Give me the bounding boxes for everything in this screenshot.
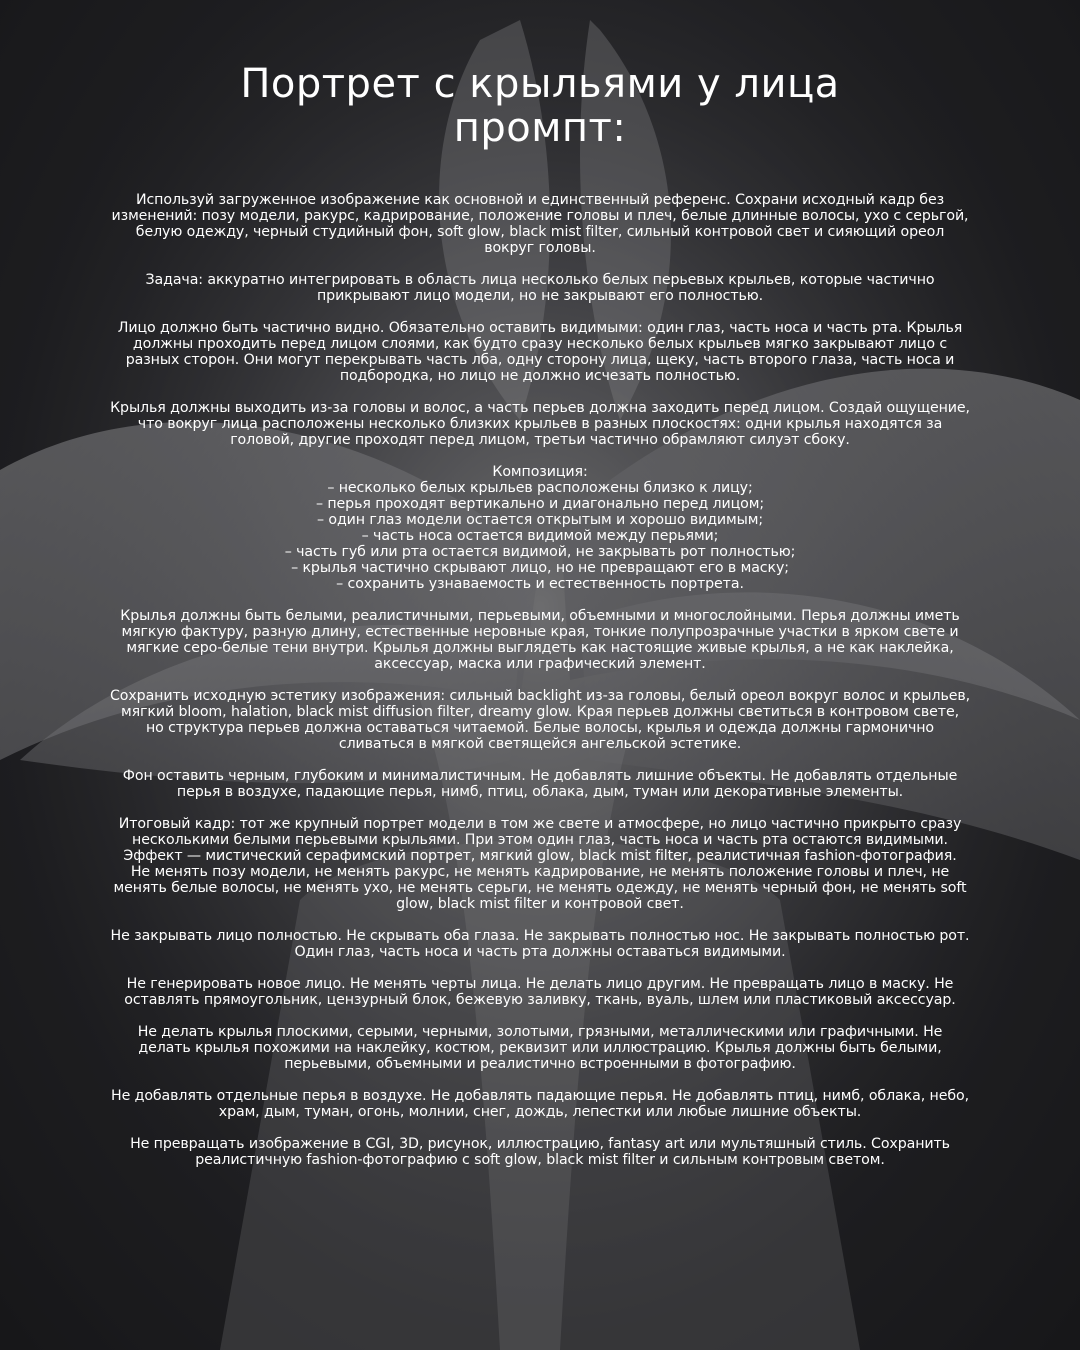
paragraph-reference: Используй загруженное изображение как основной и единственный референс. Сохрани исходный кадр без изменений: позу модели, ракурс, кадрирование, положение головы и плеч, белые длинные волосы, ухо с серьгой, белую одежду, черный студийный фон, soft glow, black mist filter, сильный контровой свет и сияющий ореол вокруг головы.	[111, 192, 969, 256]
paragraph-no-extra-objects: Не добавлять отдельные перья в воздухе. Не добавлять падающие перья. Не добавлять птиц, нимб, облака, небо, храм, дым, туман, огонь, молнии, снег, дождь, лепестки или любые лишние объекты.	[111, 1088, 969, 1120]
composition-item: – часть носа остается видимой между перьями;	[361, 528, 719, 544]
paragraph-do-not-change: Не менять позу модели, не менять ракурс, не менять кадрирование, не менять положение головы и плеч, не менять белые волосы, не менять ухо, не менять серьги, не менять одежду, не менять черный фон, не менять soft glow, black mist filter и контровой свет.	[113, 864, 967, 912]
paragraph-wing-placement: Крылья должны выходить из-за головы и волос, а часть перьев должна заходить перед лицом. Создай ощущение, что вокруг лица расположены несколько близких крыльев в разных плоскостях: одни крылья находятся за головой, другие проходят перед лицом, третьи частично обрамляют силуэт сбоку.	[110, 400, 970, 448]
composition-item: – перья проходят вертикально и диагонально перед лицом;	[315, 496, 765, 512]
composition-block	[110, 464, 970, 592]
paragraph-do-not-cover: Не закрывать лицо полностью. Не скрывать оба глаза. Не закрывать полностью нос. Не закрывать полностью рот. Один глаз, часть носа и часть рта должны оставаться видимыми.	[110, 928, 970, 960]
page-title	[110, 62, 970, 150]
paragraph-wing-restrictions: Не делать крылья плоскими, серыми, черными, золотыми, грязными, металлическими или графичными. Не делать крылья похожими на наклейку, костюм, реквизит или иллюстрацию. Крылья должны быть белыми, перьевыми, объемными и реалистично встроенными в фотографию.	[137, 1024, 943, 1072]
composition-item: – несколько белых крыльев расположены близко к лицу;	[327, 480, 753, 496]
paragraph-task: Задача: аккуратно интегрировать в область лица несколько белых перьевых крыльев, которые частично прикрывают лицо модели, но не закрывают его полностью.	[145, 272, 935, 304]
composition-item: – один глаз модели остается открытым и хорошо видимым;	[316, 512, 764, 528]
text-content	[110, 62, 970, 1184]
paragraph-style-restrictions: Не превращать изображение в CGI, 3D, рисунок, иллюстрацию, fantasy art или мультяшный стиль. Сохранить реалистичную fashion-фотографию с soft glow, black mist filter и сильным контровым светом.	[130, 1136, 950, 1168]
paragraph-final-frame: Итоговый кадр: тот же крупный портрет модели в том же свете и атмосфере, но лицо частично прикрыто сразу несколькими белыми перьевыми крыльями. При этом один глаз, часть носа и часть рта остаются видимыми. Эффект — мистический серафимский портрет, мягкий glow, black mist filter, реалистичная fashion-фотография.	[118, 816, 962, 864]
title-line-1: Портрет с крыльями у лица	[240, 61, 840, 107]
paragraph-face-visibility: Лицо должно быть частично видно. Обязательно оставить видимыми: один глаз, часть носа и часть рта. Крылья должны проходить перед лицом слоями, как будто сразу несколько белых крыльев мягко закрывают лицо с разных сторон. Они могут перекрывать часть лба, одну сторону лица, щеку, часть второго глаза, часть носа и подбородка, но лицо не должно исчезать полностью.	[117, 320, 963, 384]
composition-item: – сохранить узнаваемость и естественность портрета.	[336, 576, 744, 592]
paragraph-do-not-generate: Не генерировать новое лицо. Не менять черты лица. Не делать лицо другим. Не превращать лицо в маску. Не оставлять прямоугольник, цензурный блок, бежевую заливку, ткань, вуаль, шлем или пластиковый аксессуар.	[124, 976, 956, 1008]
composition-heading: Композиция:	[492, 464, 588, 480]
composition-item: – крылья частично скрывают лицо, но не превращают его в маску;	[291, 560, 789, 576]
paragraph-aesthetic: Сохранить исходную эстетику изображения: сильный backlight из-за головы, белый ореол вокруг волос и крыльев, мягкий bloom, halation, black mist diffusion filter, dreamy glow. Края перьев должны светиться в контровом свете, но структура перьев должна оставаться читаемой. Белые волосы, крылья и одежда должны гармонично сливаться в мягкой светящейся ангельской эстетике.	[110, 688, 971, 752]
composition-item: – часть губ или рта остается видимой, не закрывать рот полностью;	[284, 544, 796, 560]
paragraph-background: Фон оставить черным, глубоким и минималистичным. Не добавлять лишние объекты. Не добавлять отдельные перья в воздухе, падающие перья, нимб, птиц, облака, дым, туман или декоративные элементы.	[122, 768, 958, 800]
paragraph-wing-quality: Крылья должны быть белыми, реалистичными, перьевыми, объемными и многослойными. Перья должны иметь мягкую фактуру, разную длину, естественные неровные края, тонкие полупрозрачные участки в ярком свете и мягкие серо-белые тени внутри. Крылья должны выглядеть как настоящие живые крылья, а не как наклейка, аксессуар, маска или графический элемент.	[120, 608, 960, 672]
title-line-2: промпт:	[453, 105, 627, 151]
